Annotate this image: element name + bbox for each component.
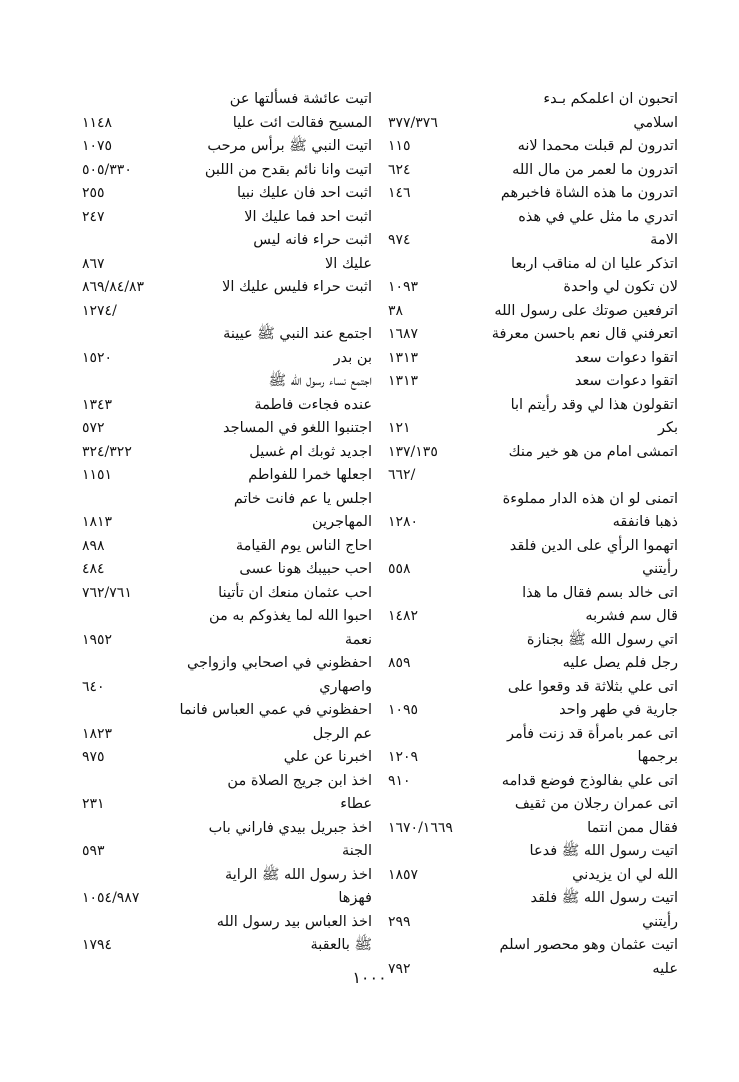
index-entry-line (82, 112, 372, 136)
index-entry-line (82, 911, 372, 935)
entry-page-ref: ٩٧٥ (82, 749, 105, 765)
index-entry-line (82, 347, 372, 371)
index-entry-line (82, 417, 372, 441)
entry-text: برجمها (637, 749, 678, 765)
index-entry-line (388, 276, 678, 300)
entry-text: اتيت عثمان وهو محصور اسلم (499, 937, 678, 953)
entry-page-ref: ٨٥٩ (388, 655, 411, 671)
entry-text: رأيتني (642, 561, 678, 577)
index-entry-line (82, 746, 372, 770)
entry-text: اثبت حراء فانه ليس (253, 232, 372, 248)
index-entry-line (82, 229, 372, 253)
entry-text: اتدري ما مثل علي في هذه (518, 208, 678, 225)
index-entry-line (82, 159, 372, 183)
index-entry-line (82, 135, 372, 159)
index-entry-line (82, 182, 372, 206)
entry-text: لان تكون لي واحدة (563, 279, 678, 295)
entry-page-ref: ١٢١ (388, 420, 411, 436)
entry-page-ref: ١٣١٣ (388, 349, 419, 366)
index-entry-line (388, 770, 678, 794)
index-entry-line (82, 840, 372, 864)
entry-text: اتيت عائشة فسألتها عن (229, 91, 372, 107)
index-entry-line (82, 629, 372, 653)
entry-page-ref: ٦٦٢/ (388, 467, 416, 483)
entry-page-ref: ١٧٩٤ (82, 937, 113, 953)
index-entry-line (82, 535, 372, 559)
entry-text: احبوا الله لما يغذوكم به من (209, 608, 372, 624)
entry-page-ref: ٤٨٤ (82, 561, 105, 577)
entry-text: اتهموا الرأي على الدين فلقد (509, 537, 678, 554)
index-entry-line (388, 88, 678, 112)
index-entry-line (82, 88, 372, 112)
entry-text: اتقوا دعوات سعد (574, 373, 678, 389)
entry-page-ref: ٣٧٧/٣٧٦ (388, 114, 438, 131)
entry-text: احاج الناس يوم القيامة (235, 537, 372, 554)
entry-page-ref: ٦٤٠ (82, 678, 105, 695)
index-entry-line (82, 605, 372, 629)
index-entry-line (82, 934, 372, 958)
index-entry-line (82, 511, 372, 535)
index-entry-line (388, 934, 678, 958)
index-entry-line (388, 511, 678, 535)
index-entry-line (388, 488, 678, 512)
index-entry-line (388, 112, 678, 136)
entry-page-ref: ٢٣١ (82, 796, 105, 812)
entry-text: اثبت احد فان عليك نبيا (237, 185, 372, 201)
index-entry-line (388, 135, 678, 159)
index-entry-line (388, 206, 678, 230)
index-entry-line (388, 159, 678, 183)
index-entry-line (82, 206, 372, 230)
entry-page-ref: ٥٠٥/٣٣٠ (82, 161, 132, 178)
index-entry-line (388, 182, 678, 206)
index-entry-line (388, 464, 678, 488)
entry-text: عم الرجل (312, 725, 372, 742)
entry-text: فهزها (338, 890, 372, 906)
entry-text: اخبرنا عن علي (283, 749, 372, 765)
entry-text: اتدرون ما هذه الشاة فاخبرهم (500, 185, 678, 201)
entry-page-ref: ٨٩٨ (82, 537, 105, 554)
entry-text: اتى علي بفالوذج فوضع قدامه (501, 772, 678, 789)
entry-page-ref: ١١٥ (388, 138, 411, 154)
index-entry-line (388, 300, 678, 324)
entry-page-ref: ٥٥٨ (388, 561, 411, 577)
entry-page-ref: ١٠٩٥ (388, 702, 419, 718)
entry-text: الامة (650, 232, 678, 248)
entry-text: فقال ممن انتما (587, 819, 678, 836)
page-number: ١٠٠٠ (352, 968, 387, 987)
entry-text: اتيت رسول الله ﷺ فلقد (530, 890, 678, 906)
index-entry-line (82, 770, 372, 794)
index-entry-line (388, 746, 678, 770)
index-entry-line (388, 347, 678, 371)
index-entry-line (388, 699, 678, 723)
index-entry-line (388, 793, 678, 817)
index-entry-line (82, 253, 372, 277)
index-entry-line (388, 911, 678, 935)
entry-page-ref: ١٠٩٣ (388, 279, 419, 295)
entry-page-ref: ١٨٢٣ (82, 725, 113, 742)
index-entry-line (388, 253, 678, 277)
index-entry-line (82, 582, 372, 606)
index-entry-line (388, 394, 678, 418)
entry-text: قال سم فشربه (585, 608, 678, 624)
entry-page-ref: ٦٢٤ (388, 161, 411, 178)
entry-text: اتدرون لم قبلت محمدا لانه (517, 138, 678, 154)
entry-text: اترفعين صوتك على رسول الله (494, 302, 678, 319)
entry-page-ref: ٩١٠ (388, 772, 411, 789)
index-entry-line (388, 441, 678, 465)
entry-page-ref: ١٣١٣ (388, 373, 419, 389)
entry-page-ref: ٧٦٢/٧٦١ (82, 584, 132, 601)
entry-text: اجتنبوا اللغو في المساجد (223, 420, 372, 436)
entry-text: اثبت حراء فليس عليك الا (222, 279, 372, 295)
entry-page-ref: ١٦٨٧ (388, 326, 419, 342)
entry-text: اتي رسول الله ﷺ بجنازة (526, 631, 678, 648)
entry-text: اتقوا دعوات سعد (574, 349, 678, 366)
index-entry-line (82, 793, 372, 817)
entry-text: عنده فجاءت فاطمة (254, 396, 372, 413)
index-entry-line (82, 276, 372, 300)
entry-page-ref: ١٠٧٥ (82, 138, 113, 154)
index-entry-line (388, 417, 678, 441)
index-entry-line (388, 558, 678, 582)
entry-text: اتيت النبي ﷺ برأس مرحب (207, 138, 372, 154)
entry-text: الجنة (342, 843, 372, 859)
entry-text: رأيتني (642, 913, 678, 930)
index-entry-line (82, 817, 372, 841)
entry-text: اجتمع عند النبي ﷺ عيينة (223, 326, 372, 342)
index-entry-line (82, 464, 372, 488)
index-entry-line (82, 558, 372, 582)
index-entry-line (388, 840, 678, 864)
entry-text: بكر (657, 420, 678, 436)
entry-text: اتمنى لو ان هذه الدار مملوءة (502, 490, 678, 507)
entry-page-ref: ٢٤٧ (82, 208, 105, 225)
entry-text: ﷺ بالعقبة (310, 937, 372, 953)
entry-text: عطاء (340, 796, 372, 812)
entry-page-ref: ١٦٧٠/١٦٦٩ (388, 819, 453, 836)
entry-page-ref: ١٠٥٤/٩٨٧ (82, 890, 140, 906)
entry-page-ref: ٥٧٢ (82, 420, 105, 436)
entry-page-ref: ٢٥٥ (82, 185, 105, 201)
entry-text: اجعلها خمرا للفواطم (248, 467, 372, 483)
index-entry-line (388, 323, 678, 347)
index-entry-line (82, 488, 372, 512)
entry-text: احفظوني في عمي العباس فانما (179, 702, 372, 718)
entry-text: اثبت احد فما عليك الا (244, 208, 372, 225)
index-entry-line (388, 370, 678, 394)
entry-text: اسلامي (633, 114, 678, 131)
entry-text: جارية في طهر واحد (559, 702, 678, 718)
entry-page-ref: ٢٩٩ (388, 913, 411, 930)
entry-text: احب عثمان منعك ان تأتينا (218, 584, 372, 601)
entry-text: اتحبون ان اعلمكم بـدء (543, 91, 678, 107)
entry-page-ref: ١١٥١ (82, 467, 113, 483)
index-entry-line (82, 699, 372, 723)
index-column-right (388, 88, 678, 988)
entry-text: اتذكر عليا ان له مناقب اربعا (511, 255, 678, 272)
entry-text: اخذ ابن جريج الصلاة من (227, 772, 372, 789)
entry-page-ref: ٣٨ (388, 302, 404, 319)
index-entry-line (388, 723, 678, 747)
index-entry-line (82, 300, 372, 324)
index-entry-line (388, 817, 678, 841)
index-entry-line (82, 441, 372, 465)
index-entry-line (388, 535, 678, 559)
entry-text: اتيت رسول الله ﷺ فدعا (529, 843, 678, 859)
index-entry-line (82, 887, 372, 911)
entry-page-ref: ١٥٢٠ (82, 349, 113, 366)
entry-text: اتعرفني قال نعم باحسن معرفة (491, 326, 678, 342)
entry-text: اخذ جبريل بيدي فاراني باب (208, 819, 372, 836)
entry-text: ذهبا فانفقه (612, 514, 678, 530)
entry-text: عليك الا (325, 255, 372, 272)
index-entry-line (388, 605, 678, 629)
entry-text: اخذ رسول الله ﷺ الراية (224, 866, 372, 883)
entry-text: اخذ العباس بيد رسول الله (216, 913, 372, 930)
entry-text: اتقولون هذا لي وقد رأيتم ابا (510, 396, 678, 413)
entry-page-ref: ٥٩٣ (82, 843, 105, 859)
entry-text: اتيت وانا نائم بقدح من اللبن (204, 161, 372, 178)
entry-text: اجتمع نساء رسول الله ﷺ (268, 373, 372, 389)
entry-page-ref: ١٢٧٤/ (82, 302, 117, 319)
entry-page-ref: ٨٦٧ (82, 255, 105, 272)
index-entry-line (82, 723, 372, 747)
entry-text: اجلس يا عم فانت خاتم (233, 490, 372, 507)
entry-page-ref: ٧٩٢ (388, 960, 411, 977)
index-column-left (82, 88, 372, 988)
entry-text: نعمة (344, 631, 372, 648)
entry-page-ref: ١٨١٣ (82, 514, 113, 530)
entry-page-ref: ١٤٦ (388, 185, 411, 201)
entry-page-ref: ٩٧٤ (388, 232, 411, 248)
entry-page-ref: ١٩٥٢ (82, 631, 113, 648)
entry-text: بن بدر (333, 349, 372, 366)
entry-text: واصهاري (319, 678, 372, 695)
entry-page-ref: ١٨٥٧ (388, 866, 419, 883)
entry-text: اتى خالد بسم فقال ما هذا (522, 584, 678, 601)
entry-page-ref: ١٤٨٢ (388, 608, 419, 624)
index-entry-line (388, 629, 678, 653)
entry-page-ref: ١٢٠٩ (388, 749, 419, 765)
entry-text: المهاجرين (312, 514, 372, 530)
entry-text: اتى عمران رجلان من ثقيف (514, 796, 678, 812)
index-entry-line (388, 887, 678, 911)
index-entry-line (388, 676, 678, 700)
index-entry-line (82, 652, 372, 676)
entry-text: اجديد ثوبك ام غسيل (249, 443, 372, 460)
entry-page-ref: ١٣٤٣ (82, 396, 113, 413)
index-entry-line (82, 394, 372, 418)
entry-text: عليه (652, 960, 678, 977)
entry-page-ref: ٣٢٤/٣٢٢ (82, 443, 132, 460)
entry-text: احفظوني في اصحابي وازواجي (186, 655, 372, 671)
index-entry-line (388, 582, 678, 606)
entry-text: اتدرون ما لعمر من مال الله (512, 161, 678, 178)
entry-text: اتى علي بثلاثة قد وقعوا على (507, 678, 678, 695)
entry-text: اتمشى امام من هو خير منك (508, 443, 678, 460)
entry-text: اتى عمر بامرأة قد زنت فأمر (506, 725, 678, 742)
index-entry-line (388, 652, 678, 676)
index-entry-line (388, 864, 678, 888)
index-entry-line (82, 676, 372, 700)
entry-page-ref: ١١٤٨ (82, 114, 113, 131)
entry-page-ref: ٨٦٩/٨٤/٨٣ (82, 279, 145, 295)
index-entry-line (82, 864, 372, 888)
index-entry-line (82, 370, 372, 394)
entry-text: احب حبيبك هونا عسى (239, 561, 372, 577)
entry-text: المسيح فقالت ائت عليا (232, 114, 372, 131)
entry-text: الله لي ان يزيدني (572, 866, 678, 883)
entry-text: رجل فلم يصل عليه (562, 655, 678, 671)
index-entry-line (82, 323, 372, 347)
index-entry-line (388, 229, 678, 253)
entry-page-ref: ١٣٧/١٣٥ (388, 443, 438, 460)
entry-page-ref: ١٢٨٠ (388, 514, 419, 530)
